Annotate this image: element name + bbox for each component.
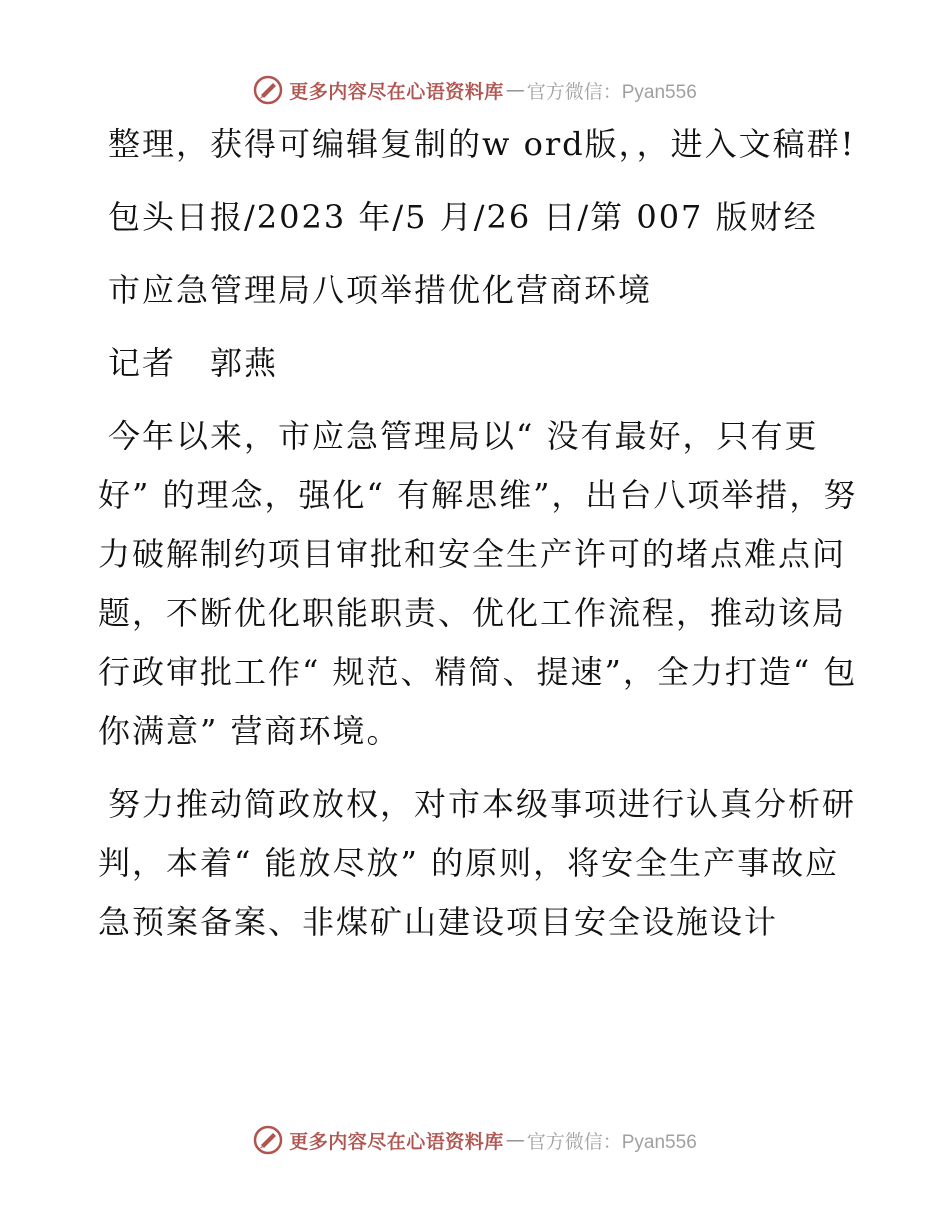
- banner-contact: 官方微信：Pyan556: [526, 81, 697, 103]
- article-headline: 市应急管理局八项举措优化营商环境: [108, 271, 653, 309]
- source-line: 包头日报/2023 年/5 月/26 日/第 007 版财经: [108, 198, 818, 236]
- body-paragraph-2: 努力推动简政放权，对市本级事项进行认真分析研判，本着“ 能放尽放” 的原则，将安全生产事故应急预案备案、非煤矿山建设项目安全设施设计: [98, 785, 857, 941]
- article-byline: 记者 郭燕: [108, 344, 279, 382]
- banner-title: 更多内容尽在心语资料库: [289, 1130, 504, 1153]
- document-body: [98, 115, 858, 966]
- banner-title: 更多内容尽在心语资料库: [289, 80, 504, 103]
- library-logo-icon: [253, 75, 283, 105]
- banner-separator: —: [505, 1129, 525, 1151]
- footer-banner: [0, 1120, 950, 1160]
- banner-separator: —: [505, 79, 525, 101]
- body-paragraph-1: 今年以来，市应急管理局以“ 没有最好，只有更好” 的理念，强化“ 有解思维”，出台八项举措，努力破解制约项目审批和安全生产许可的堵点难点问题，不断优化职能职责、优化工作流程，推动该局行政审批工作“ 规范、精简、提速”，全力打造“ 包你满意” 营商环境。: [98, 417, 858, 750]
- library-logo-icon: [253, 1125, 283, 1155]
- header-banner: [0, 70, 950, 110]
- banner-contact: 官方微信：Pyan556: [526, 1131, 697, 1153]
- intro-paragraph: 整理，获得可编辑复制的w ord版，，进入文稿群!: [108, 125, 856, 163]
